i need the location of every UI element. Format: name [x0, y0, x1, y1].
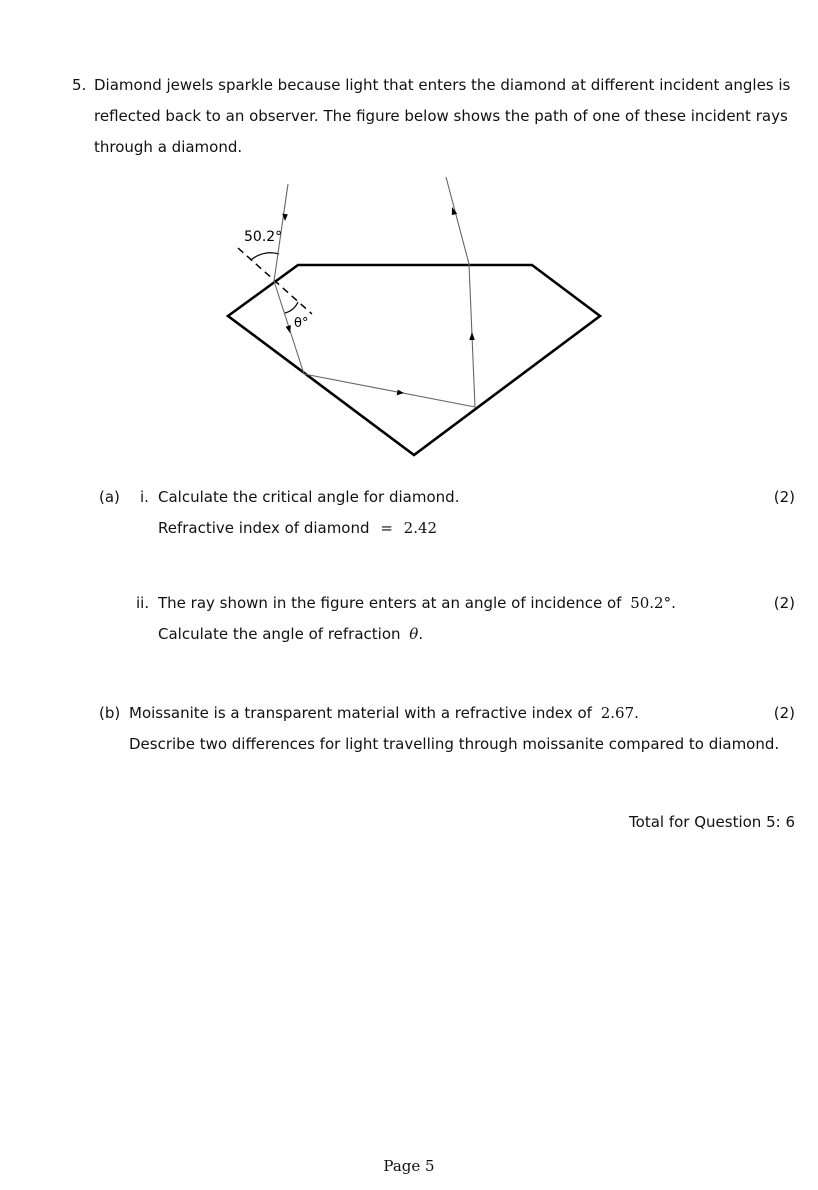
refractive-index-text: Refractive index of diamond	[158, 519, 370, 537]
part-a-i-line-1: Calculate the critical angle for diamond.	[158, 488, 460, 506]
refraction-angle-arc	[285, 302, 298, 313]
theta-symbol: θ	[409, 625, 419, 643]
refraction-period: .	[418, 625, 424, 643]
part-a-i-marks: (2)	[773, 488, 795, 506]
incidence-period: .	[671, 594, 676, 612]
angle-incident-label: 50.2°	[244, 229, 283, 245]
page-number: Page 5	[383, 1157, 435, 1175]
incidence-angle-value: 50.2°	[630, 594, 672, 612]
part-a-label: (a)	[99, 488, 120, 506]
diamond-outline	[228, 265, 600, 455]
moissanite-text: Moissanite is a transparent material with a refractive index of	[129, 704, 592, 722]
part-a-ii-line-1	[158, 593, 676, 613]
arrow-refracted	[286, 325, 291, 333]
part-a-ii-marks: (2)	[773, 594, 795, 612]
part-b-line-2: Describe two differences for light travelling through moissanite compared to diamond.	[129, 735, 780, 753]
part-b-marks: (2)	[773, 704, 795, 722]
part-a-i-line-2	[158, 518, 437, 538]
moissanite-period: .	[634, 704, 639, 722]
arrow-reflected	[469, 332, 475, 340]
question-number: 5.	[72, 76, 87, 94]
part-a-i-label: i.	[140, 488, 149, 506]
intro-line-1: Diamond jewels sparkle because light that enters the diamond at different incident angles is	[94, 76, 791, 94]
part-a-ii-line-2	[158, 624, 423, 644]
arrow-internal	[397, 390, 404, 396]
incident-angle-arc	[251, 253, 279, 260]
intro-line-3: through a diamond.	[94, 138, 243, 156]
incidence-text: The ray shown in the figure enters at an angle of incidence of	[158, 594, 622, 612]
diamond-ray-diagram	[0, 0, 818, 470]
intro-line-2: reflected back to an observer. The figure below shows the path of one of these incident rays	[94, 107, 788, 125]
equals-sign: =	[380, 519, 393, 537]
refraction-text: Calculate the angle of refraction	[158, 625, 401, 643]
part-a-ii-label: ii.	[136, 594, 150, 612]
moissanite-refractive-index: 2.67	[600, 704, 635, 722]
part-b-line-1	[129, 703, 639, 723]
part-b-label: (b)	[99, 704, 121, 722]
question-total: Total for Question 5: 6	[629, 813, 795, 831]
normal-line	[238, 248, 312, 314]
diamond-refractive-index: 2.42	[403, 519, 438, 537]
angle-refracted-label: θ°	[294, 316, 309, 331]
